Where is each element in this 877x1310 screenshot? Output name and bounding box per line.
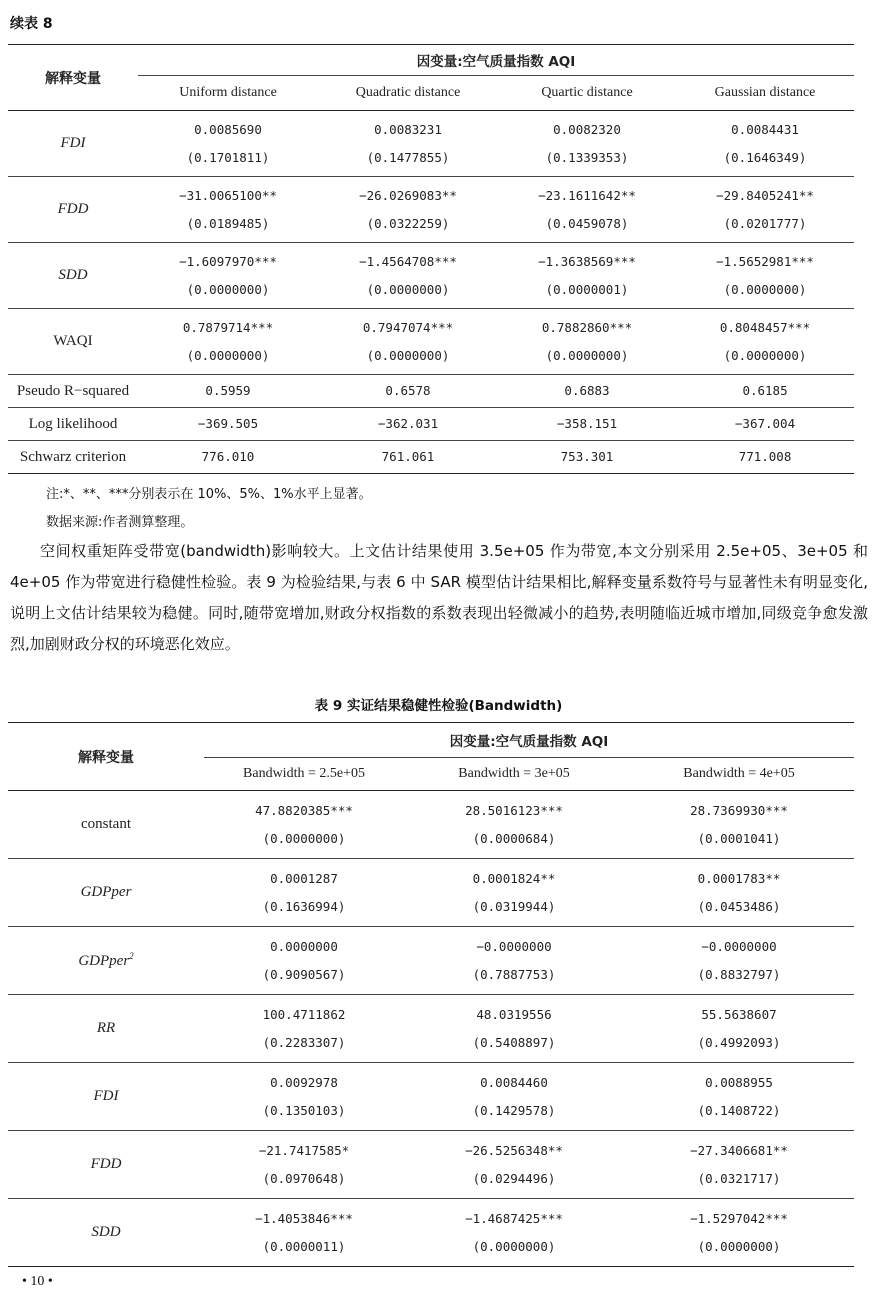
header-row-1 [8,723,854,758]
row-header-label: 解释变量 [8,723,204,791]
p-value: (0.1701811) [186,149,270,165]
column-header: Quartic distance [498,76,676,111]
body-paragraph: 空间权重矩阵受带宽(bandwidth)影响较大。上文估计结果使用 3.5e+05 作为带宽,本文分别采用 2.5e+05、3e+05 和 4e+05 作为带宽进行稳健性检验。表 9 为检验结果,与表 6 中 SAR 模型估计结果相比,解释变量系数符号与显著性未有明显变化,说明上文估计结果较为稳健。同时,随带宽增加,财政分权指数的系数表现出轻微减小的趋势,表明随临近城市增加,同级竞争愈发激烈,加剧财政分权的环境恶化效应。 [10,542,868,653]
data-source-note: 数据来源:作者测算整理。 [46,515,194,530]
coefficient-value: −0.0000000 [701,938,777,954]
p-value: (0.1429578) [472,1102,556,1118]
p-value: (0.0201777) [723,215,807,231]
p-value: (0.0000001) [545,281,629,297]
p-value: (0.0001041) [697,830,781,846]
variable-name [8,791,204,859]
stat-label: Pseudo R−squared [8,375,138,408]
table-row [8,1131,854,1199]
stat-row [8,408,854,441]
page-number: • 10 • [22,1274,53,1289]
coefficient-cell [204,1131,404,1199]
variable-label: FDI [93,1088,119,1104]
coefficient-value: 0.0088955 [705,1074,773,1090]
p-value: (0.0000000) [186,347,270,363]
p-value: (0.1477855) [366,149,450,165]
coefficient-cell [204,791,404,859]
p-value: (0.9090567) [262,966,346,982]
variable-name [8,1063,204,1131]
coefficient-cell [404,1131,624,1199]
column-header: Bandwidth = 2.5e+05 [204,758,404,791]
variable-label: RR [96,1020,116,1036]
coefficient-cell [624,1063,854,1131]
coefficient-value: 28.7369930*** [690,802,788,818]
stat-value: 771.008 [676,441,854,474]
coefficient-value: 0.0001824** [472,870,556,886]
variable-label: FDD [90,1156,122,1172]
coefficient-cell [138,177,318,243]
p-value: (0.8832797) [697,966,781,982]
row-header-label: 解释变量 [8,45,138,111]
coefficient-value: −1.4564708*** [359,253,457,269]
p-value: (0.0294496) [472,1170,556,1186]
coefficient-cell [204,1063,404,1131]
coefficient-cell [318,177,498,243]
p-value: (0.0000000) [262,830,346,846]
stat-value: 761.061 [318,441,498,474]
p-value: (0.0189485) [186,215,270,231]
stat-row [8,375,854,408]
coefficient-cell [404,927,624,995]
p-value: (0.4992093) [697,1034,781,1050]
coefficient-cell [676,177,854,243]
table-row [8,243,854,309]
variable-name [8,177,138,243]
coefficient-cell [498,309,676,375]
coefficient-cell [404,1199,624,1267]
coefficient-value: 0.7947074*** [362,319,454,335]
table-row [8,1063,854,1131]
stat-value: −369.505 [138,408,318,441]
variable-name [8,1131,204,1199]
variable-name [8,309,138,375]
p-value: (0.5408897) [472,1034,556,1050]
coefficient-value: 0.0001783** [697,870,781,886]
table-row [8,859,854,927]
coefficient-cell [204,927,404,995]
table-row [8,177,854,243]
coefficient-cell [624,995,854,1063]
variable-superscript: 2 [129,951,134,961]
p-value: (0.1646349) [723,149,807,165]
coefficient-cell [204,995,404,1063]
table-row [8,927,854,995]
dependent-variable-header: 因变量:空气质量指数 AQI [204,723,854,758]
coefficient-value: −26.5256348** [465,1142,563,1158]
variable-name [8,1199,204,1267]
p-value: (0.1339353) [545,149,629,165]
stat-value: 753.301 [498,441,676,474]
coefficient-value: 0.7882860*** [541,319,633,335]
stat-label: Log likelihood [8,408,138,441]
p-value: (0.1350103) [262,1102,346,1118]
coefficient-value: 48.0319556 [476,1006,552,1022]
column-header: Bandwidth = 3e+05 [404,758,624,791]
coefficient-value: −1.5652981*** [716,253,814,269]
stat-row [8,441,854,474]
p-value: (0.7887753) [472,966,556,982]
coefficient-cell [624,859,854,927]
table-row [8,111,854,177]
stat-value: −362.031 [318,408,498,441]
coefficient-value: 55.5638607 [701,1006,777,1022]
column-header: Quadratic distance [318,76,498,111]
coefficient-value: −31.0065100** [179,187,277,203]
table-row [8,309,854,375]
coefficient-cell [318,309,498,375]
table-row [8,1199,854,1267]
p-value: (0.0000000) [697,1238,781,1254]
coefficient-value: 0.0084431 [731,121,799,137]
coefficient-value: −29.8405241** [716,187,814,203]
p-value: (0.0000684) [472,830,556,846]
coefficient-value: 100.4711862 [262,1006,346,1022]
coefficient-cell [138,243,318,309]
p-value: (0.0000000) [186,281,270,297]
coefficient-value: −0.0000000 [476,938,552,954]
column-header: Uniform distance [138,76,318,111]
p-value: (0.0970648) [262,1170,346,1186]
p-value: (0.0000000) [723,281,807,297]
coefficient-value: −26.0269083** [359,187,457,203]
coefficient-value: −1.5297042*** [690,1210,788,1226]
p-value: (0.0000000) [545,347,629,363]
p-value: (0.0322259) [366,215,450,231]
coefficient-cell [204,859,404,927]
column-header: Gaussian distance [676,76,854,111]
coefficient-cell [676,243,854,309]
coefficient-cell [204,1199,404,1267]
variable-label: FDI [60,135,86,151]
variable-label: constant [81,816,131,832]
coefficient-value: −23.1611642** [538,187,636,203]
p-value: (0.0000000) [472,1238,556,1254]
p-value: (0.0000011) [262,1238,346,1254]
p-value: (0.0459078) [545,215,629,231]
coefficient-value: 0.0082320 [553,121,621,137]
coefficient-value: 0.0083231 [374,121,442,137]
coefficient-cell [404,791,624,859]
p-value: (0.0000000) [366,281,450,297]
coefficient-value: −1.4053846*** [255,1210,353,1226]
coefficient-cell [318,243,498,309]
variable-label: SDD [58,267,88,283]
variable-label: GDPper [80,884,132,900]
p-value: (0.0319944) [472,898,556,914]
variable-name [8,243,138,309]
stat-value: 0.6883 [498,375,676,408]
coefficient-cell [624,1131,854,1199]
table-row [8,791,854,859]
variable-label: FDD [57,201,89,217]
stat-value: 776.010 [138,441,318,474]
p-value: (0.0453486) [697,898,781,914]
p-value: (0.1408722) [697,1102,781,1118]
coefficient-cell [624,927,854,995]
coefficient-value: 0.0000000 [270,938,338,954]
table-row [8,995,854,1063]
coefficient-value: 0.0092978 [270,1074,338,1090]
stat-value: −367.004 [676,408,854,441]
variable-name [8,111,138,177]
coefficient-cell [498,243,676,309]
variable-label: SDD [91,1224,121,1240]
coefficient-cell [676,309,854,375]
coefficient-cell [624,1199,854,1267]
table-8 [8,44,854,474]
coefficient-cell [404,859,624,927]
variable-name [8,927,204,995]
header-row-1 [8,45,854,76]
dependent-variable-header: 因变量:空气质量指数 AQI [138,45,854,76]
coefficient-cell [138,309,318,375]
table9-title: 表 9 实证结果稳健性检验(Bandwidth) [314,698,563,714]
p-value: (0.0000000) [366,347,450,363]
coefficient-cell [676,111,854,177]
variable-name [8,995,204,1063]
coefficient-value: 47.8820385*** [255,802,353,818]
coefficient-value: −1.3638569*** [538,253,636,269]
p-value: (0.1636994) [262,898,346,914]
coefficient-cell [404,995,624,1063]
coefficient-cell [498,111,676,177]
stat-label: Schwarz criterion [8,441,138,474]
coefficient-value: 0.0001287 [270,870,338,886]
coefficient-value: −1.6097970*** [179,253,277,269]
coefficient-cell [318,111,498,177]
coefficient-value: 28.5016123*** [465,802,563,818]
coefficient-value: −1.4687425*** [465,1210,563,1226]
table8-note: 注:*、**、***分别表示在 10%、5%、1%水平上显著。 [46,487,372,502]
variable-label: WAQI [53,333,93,349]
coefficient-cell [498,177,676,243]
coefficient-value: 0.8048457*** [719,319,811,335]
p-value: (0.0000000) [723,347,807,363]
stat-value: 0.6578 [318,375,498,408]
coefficient-cell [624,791,854,859]
coefficient-value: 0.0085690 [194,121,262,137]
coefficient-value: −27.3406681** [690,1142,788,1158]
p-value: (0.0321717) [697,1170,781,1186]
table8-continued-title: 续表 8 [10,16,53,32]
variable-name [8,859,204,927]
coefficient-value: 0.7879714*** [182,319,274,335]
coefficient-value: 0.0084460 [480,1074,548,1090]
variable-label: GDPper [78,953,130,969]
p-value: (0.2283307) [262,1034,346,1050]
coefficient-cell [138,111,318,177]
stat-value: 0.5959 [138,375,318,408]
stat-value: −358.151 [498,408,676,441]
table-9 [8,722,854,1267]
coefficient-value: −21.7417585* [258,1142,350,1158]
stat-value: 0.6185 [676,375,854,408]
column-header: Bandwidth = 4e+05 [624,758,854,791]
coefficient-cell [404,1063,624,1131]
